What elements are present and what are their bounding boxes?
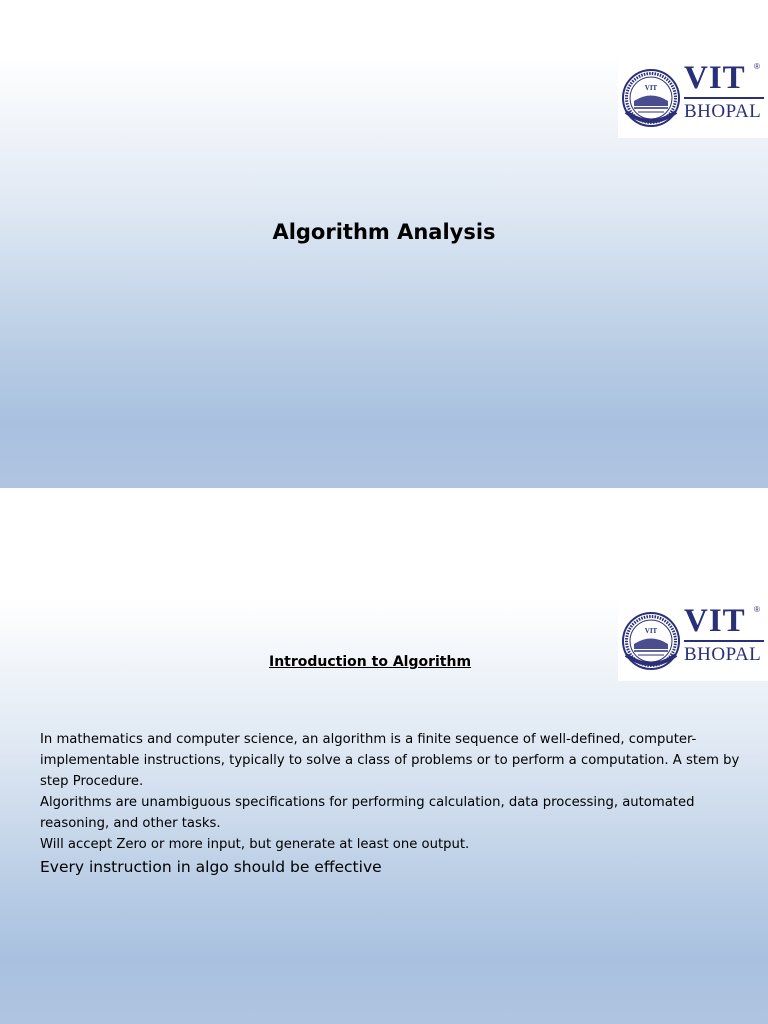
body-text [40, 729, 745, 879]
registered-mark: ® [754, 605, 760, 614]
paragraph: Algorithms are unambiguous specifications for performing calculation, data processing, automated reasoning, and other tasks. [40, 795, 695, 831]
university-seal-icon [620, 68, 682, 128]
logo-divider [684, 97, 764, 99]
vit-bhopal-logo [618, 56, 768, 138]
logo-brand: VIT [684, 60, 746, 96]
slide-1 [0, 56, 768, 488]
paragraph: Will accept Zero or more input, but generate at least one output. [40, 837, 470, 852]
logo-location: BHOPAL [684, 101, 762, 122]
svg-text:VIT: VIT [644, 84, 658, 92]
section-heading: Introduction to Algorithm [269, 654, 472, 670]
university-seal-icon [620, 611, 682, 671]
slide-title: Algorithm Analysis [272, 220, 496, 244]
vit-bhopal-logo [618, 599, 768, 681]
svg-text:VIT: VIT [644, 627, 658, 635]
emphasis-line: Every instruction in algo should be effective [40, 858, 382, 876]
logo-location: BHOPAL [684, 644, 762, 665]
registered-mark: ® [754, 62, 760, 71]
logo-brand: VIT [684, 603, 746, 639]
slide-2 [0, 598, 768, 1024]
paragraph: In mathematics and computer science, an algorithm is a finite sequence of well-defined, computer-implementable instructions, typically to solve a class of problems or to perform a computation. A stem by step Procedure. [40, 732, 740, 789]
logo-divider [684, 640, 764, 642]
